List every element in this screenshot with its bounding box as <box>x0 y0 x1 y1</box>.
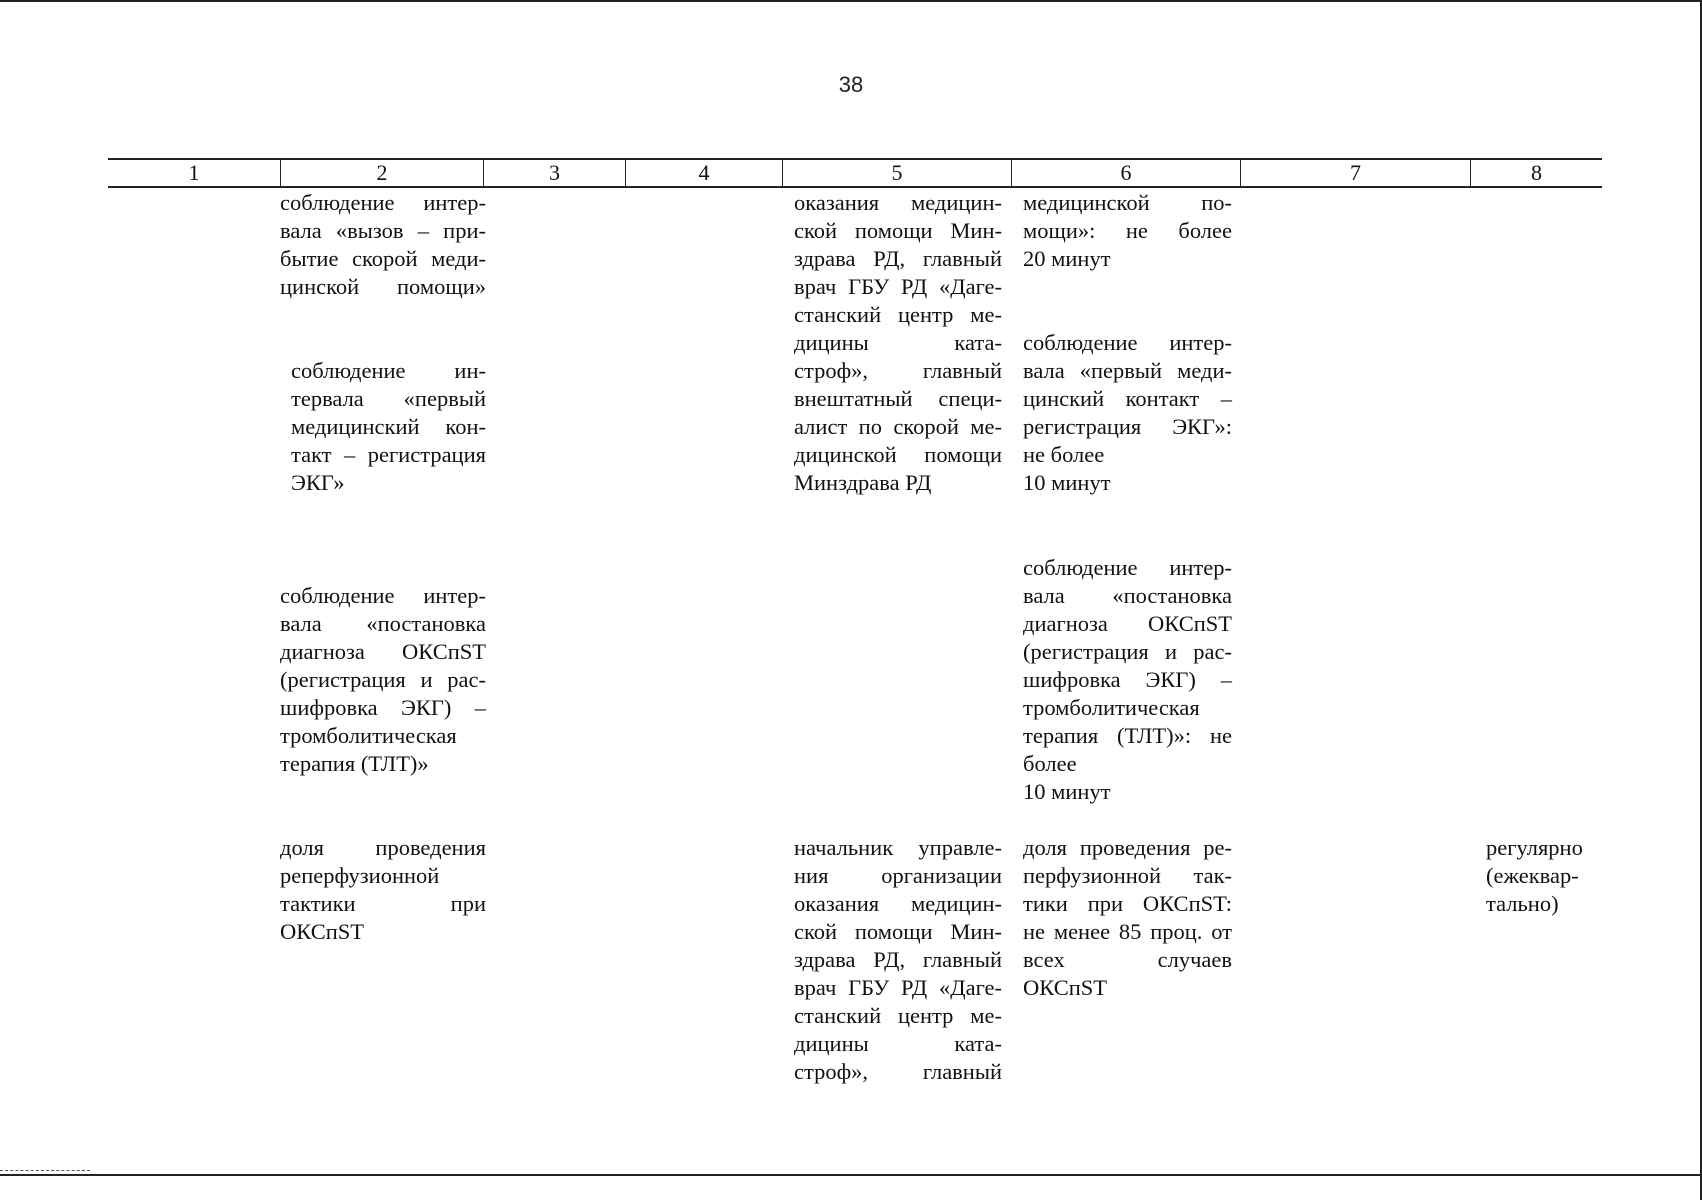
text-line: строф», главный <box>794 1059 1002 1084</box>
col6-target-diagnosis-tlt <box>1023 554 1232 806</box>
text-line: перфузионной так- <box>1023 863 1232 888</box>
text-line: соблюдение интер- <box>1023 330 1232 355</box>
text-line: терапия (ТЛТ)»: не <box>1023 723 1232 748</box>
text-line: вала «постановка <box>1023 583 1232 608</box>
text-line: мощи»: не более <box>1023 218 1232 243</box>
text-line: ЭКГ» <box>291 470 345 495</box>
text-line: ОКСпST <box>1023 975 1108 1000</box>
text-line: регулярно <box>1486 835 1583 860</box>
text-line: врач ГБУ РД «Даге- <box>794 975 1002 1000</box>
text-line: бытие скорой меди- <box>280 246 486 271</box>
text-line: шифровка ЭКГ) – <box>280 695 486 720</box>
text-line: ской помощи Мин- <box>794 919 1002 944</box>
page-bottom-dashed-mark <box>0 1170 90 1171</box>
column-header-8: 8 <box>1470 160 1602 186</box>
text-line: внештатный специ- <box>794 386 1002 411</box>
text-line: регистрация ЭКГ»: <box>1023 414 1232 439</box>
text-line: начальник управле- <box>794 835 1002 860</box>
text-line: Минздрава РД <box>794 470 932 495</box>
text-line: соблюдение интер- <box>280 190 486 215</box>
text-line: оказания медицин- <box>794 190 1002 215</box>
text-line: тромболитическая <box>1023 695 1200 720</box>
text-line: медицинской по- <box>1023 190 1232 215</box>
text-line: более <box>1023 751 1077 776</box>
text-line: не менее 85 проц. от <box>1023 919 1232 944</box>
text-line: строф», главный <box>794 358 1002 383</box>
text-line: диагноза ОКСпST <box>1023 611 1232 636</box>
text-line: вала «первый меди- <box>1023 358 1232 383</box>
column-header-6: 6 <box>1011 160 1240 186</box>
column-header-5: 5 <box>782 160 1011 186</box>
text-line: станский центр ме- <box>794 1003 1002 1028</box>
page-bottom-border <box>0 1174 1702 1176</box>
text-line: (регистрация и рас- <box>280 667 486 692</box>
text-line: дицинской помощи <box>794 442 1002 467</box>
text-line: 10 минут <box>1023 470 1111 495</box>
column-header-7: 7 <box>1240 160 1470 186</box>
col5-responsible-1 <box>794 189 1002 497</box>
col6-target-first-contact-ecg <box>1023 329 1232 497</box>
text-line: оказания медицин- <box>794 891 1002 916</box>
text-line: врач ГБУ РД «Даге- <box>794 274 1002 299</box>
text-line: тервала «первый <box>291 386 486 411</box>
text-line: доля проведения ре- <box>1023 835 1232 860</box>
col5-responsible-2 <box>794 834 1002 1086</box>
text-line: вала «постановка <box>280 611 486 636</box>
text-line: 10 минут <box>1023 779 1111 804</box>
text-line: соблюдение интер- <box>280 583 486 608</box>
text-line: соблюдение интер- <box>1023 555 1232 580</box>
text-line: не более <box>1023 442 1105 467</box>
text-line: ской помощи Мин- <box>794 218 1002 243</box>
text-line: алист по скорой ме- <box>794 414 1002 439</box>
text-line: 20 минут <box>1023 246 1111 271</box>
text-line: терапия (ТЛТ)» <box>280 751 429 776</box>
text-line: реперфузионной <box>280 863 440 888</box>
text-line: здрава РД, главный <box>794 246 1002 271</box>
text-line: цинской помощи» <box>280 274 486 299</box>
text-line: тромболитическая <box>280 723 457 748</box>
text-line: ОКСпST <box>280 919 365 944</box>
text-line: дицины ката- <box>794 1031 1002 1056</box>
column-header-1: 1 <box>188 160 200 185</box>
text-line: медицинский кон- <box>291 414 486 439</box>
col6-target-reperfusion <box>1023 834 1232 1002</box>
column-header-4: 4 <box>625 160 782 186</box>
col6-target-arrival <box>1023 189 1232 273</box>
text-line: такт – регистрация <box>291 442 486 467</box>
col8-frequency <box>1486 834 1591 918</box>
column-header-2: 2 <box>280 160 483 186</box>
text-line: соблюдение ин- <box>291 358 486 383</box>
col2-interval-call-arrival <box>280 189 486 301</box>
text-line: цинский контакт – <box>1023 386 1232 411</box>
text-line: (регистрация и рас- <box>1023 639 1232 664</box>
text-line: дицины ката- <box>794 330 1002 355</box>
text-line: всех случаев <box>1023 947 1232 972</box>
column-header-3: 3 <box>483 160 625 186</box>
table-header-row <box>108 158 1602 188</box>
text-line: здрава РД, главный <box>794 947 1002 972</box>
text-line: станский центр ме- <box>794 302 1002 327</box>
col2-reperfusion-share <box>280 834 486 946</box>
text-line: диагноза ОКСпST <box>280 639 486 664</box>
text-line: вала «вызов – при- <box>280 218 486 243</box>
text-line: доля проведения <box>280 835 486 860</box>
col2-interval-diagnosis-tlt <box>280 582 486 778</box>
text-line: тально) <box>1486 891 1559 916</box>
text-line: тактики при <box>280 891 486 916</box>
page-top-border <box>0 0 1702 2</box>
page-number: 38 <box>838 72 864 97</box>
text-line: (ежеквар- <box>1486 863 1579 888</box>
text-line: ния организации <box>794 863 1002 888</box>
col2-interval-first-contact-ecg <box>291 357 486 497</box>
text-line: тики при ОКСпST: <box>1023 891 1232 916</box>
text-line: шифровка ЭКГ) – <box>1023 667 1232 692</box>
